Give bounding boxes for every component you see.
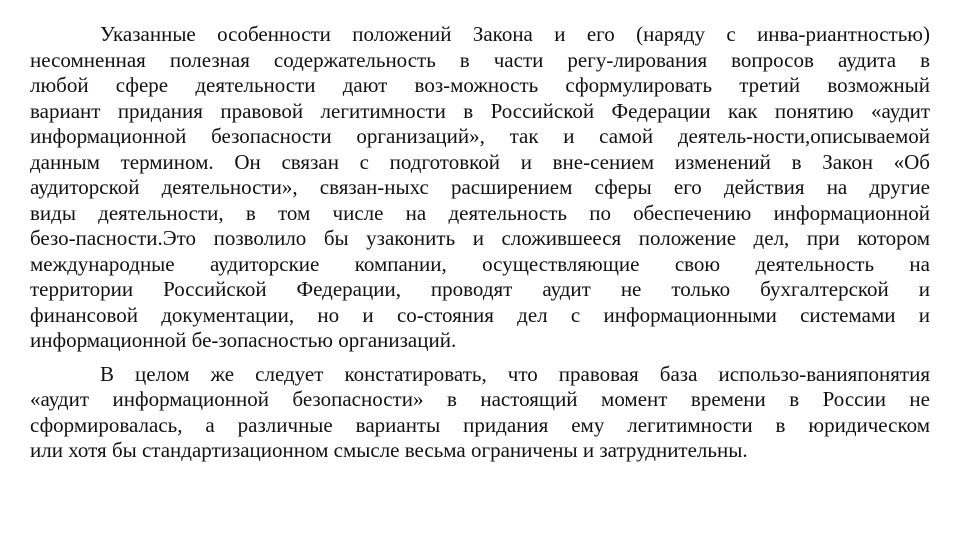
paragraph-line: вариант придания правовой легитимности в Российской Федерации как понятию «аудит (30, 98, 930, 123)
paragraph-line: или хотя бы стандартизационном смысле весьма ограничены и затруднительны. (30, 438, 748, 462)
paragraph-line: сформировалась, а различные варианты придания ему легитимности в юридическом (30, 412, 930, 437)
paragraph-spacer (30, 354, 930, 362)
paragraph-line: безо-пасности.Это позволило бы узаконить и сложившееся положение дел, при котором (30, 226, 930, 250)
paragraph-line: информационной бе-зопасностью организаций. (30, 328, 457, 352)
paragraph-line: виды деятельности, в том числе на деятельность по обеспечению информационной (30, 200, 930, 225)
paragraph-line: «аудит информационной безопасности» в настоящий момент времени в России не (30, 387, 930, 411)
paragraph-line: В целом же следует констатировать, что правовая база использо-ванияпонятия (100, 361, 930, 386)
paragraph-line: информационной безопасности организаций», так и самой деятель-ности,описываемой (30, 124, 930, 148)
paragraph-line: финансовой документации, но и со-стояния дел с информационными системами и (30, 302, 930, 327)
paragraph-line: территории Российской Федерации, проводят аудит не только бухгалтерской и (30, 277, 930, 301)
paragraph-2 (30, 362, 930, 464)
paragraph-1 (30, 22, 930, 354)
paragraph-line: несомненная полезная содержательность в части регу-лирования вопросов аудита в (30, 47, 930, 72)
paragraph-line: международные аудиторские компании, осуществляющие свою деятельность на (30, 251, 930, 276)
paragraph-line: Указанные особенности положений Закона и его (наряду с инва-риантностью) (100, 22, 930, 46)
document-page (30, 22, 930, 522)
paragraph-line: любой сфере деятельности дают воз-можность сформулировать третий возможный (30, 73, 930, 97)
paragraph-line: данным термином. Он связан с подготовкой и вне-сением изменений в Закон «Об (30, 149, 930, 174)
paragraph-line: аудиторской деятельности», связан-ныхс расширением сферы его действия на другие (30, 175, 930, 199)
